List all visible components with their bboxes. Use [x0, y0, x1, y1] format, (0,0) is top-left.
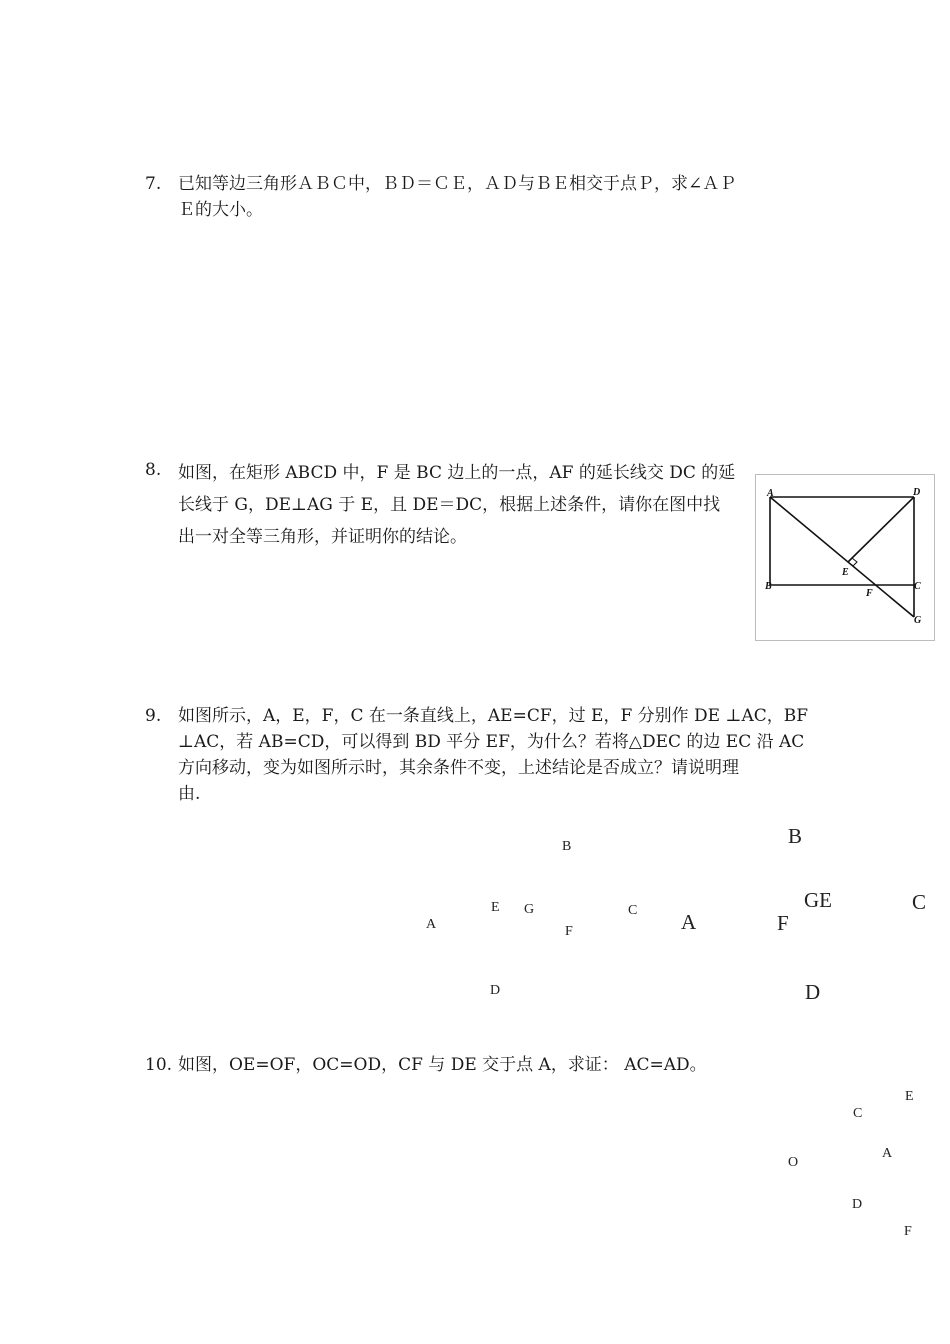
question-7-line-2: Ｅ的大小。 [178, 200, 263, 220]
fig2-label-A: A [681, 910, 697, 934]
fig1-label-D: D [490, 983, 501, 998]
question-8-line-1: 如图，在矩形 ABCD 中，F 是 BC 边上的一点，AF 的延长线交 DC 的延 [178, 463, 736, 483]
fig2-label-B: B [788, 824, 803, 848]
fig2-label-GE: GE [804, 888, 832, 912]
question-8-line-3: 出一对全等三角形，并证明你的结论。 [178, 527, 467, 547]
q10-label-D: D [852, 1197, 863, 1212]
question-8-number: 8. [145, 460, 162, 480]
question-7-line-1: 已知等边三角形ＡＢＣ中，ＢＤ＝ＣＥ，ＡＤ与ＢＥ相交于点Ｐ，求∠ＡＰ [178, 174, 737, 194]
fig1-label-F: F [565, 924, 573, 939]
q10-label-O: O [788, 1155, 799, 1170]
fig1-label-C: C [628, 903, 638, 918]
q10-label-F: F [904, 1224, 912, 1239]
q10-label-E: E [905, 1089, 914, 1104]
label-A: A [767, 488, 774, 499]
label-F: F [866, 588, 873, 599]
fig2-label-C: C [912, 890, 927, 914]
fig1-label-E: E [491, 900, 500, 915]
question-8-figure [755, 474, 935, 641]
fig1-label-A: A [426, 917, 437, 932]
label-D: D [913, 487, 921, 498]
question-9-line-3: 方向移动，变为如图所示时，其余条件不变，上述结论是否成立？请说明理 [178, 758, 739, 778]
label-G: G [914, 615, 922, 626]
q10-label-A: A [882, 1146, 893, 1161]
segment-AG [770, 497, 914, 617]
label-E: E [842, 567, 849, 578]
fig2-label-D: D [805, 980, 821, 1004]
question-9-line-1: 如图所示，A，E，F，C 在一条直线上，AE=CF，过 E，F 分别作 DE ⊥AC，BF [178, 706, 809, 726]
fig2-label-F: F [777, 911, 789, 935]
question-7-text [178, 171, 736, 223]
label-B: B [765, 581, 772, 592]
question-10-text [178, 1052, 707, 1078]
question-10-line-1: 如图，OE=OF，OC=OD，CF 与 DE 交于点 A，求证： AC=AD。 [178, 1055, 707, 1075]
label-C: C [914, 581, 921, 592]
question-9-number: 9. [145, 706, 162, 726]
fig1-label-G: G [524, 902, 535, 917]
question-8-text [178, 457, 735, 553]
q10-label-C: C [853, 1106, 863, 1121]
fig1-label-B: B [562, 839, 572, 854]
question-7-number: 7. [145, 174, 162, 194]
right-angle-mark [852, 558, 857, 566]
question-9-line-2: ⊥AC，若 AB=CD，可以得到 BD 平分 EF，为什么？若将△DEC 的边 EC 沿 AC [178, 732, 805, 752]
rectangle-diagram [756, 475, 936, 642]
question-9-line-4: 由. [178, 784, 201, 804]
segment-DE [848, 497, 914, 562]
question-9-text [178, 703, 808, 807]
question-8-line-2: 长线于 G，DE⊥AG 于 E，且 DE＝DC，根据上述条件，请你在图中找 [178, 495, 721, 515]
question-10-number: 10. [145, 1055, 173, 1075]
